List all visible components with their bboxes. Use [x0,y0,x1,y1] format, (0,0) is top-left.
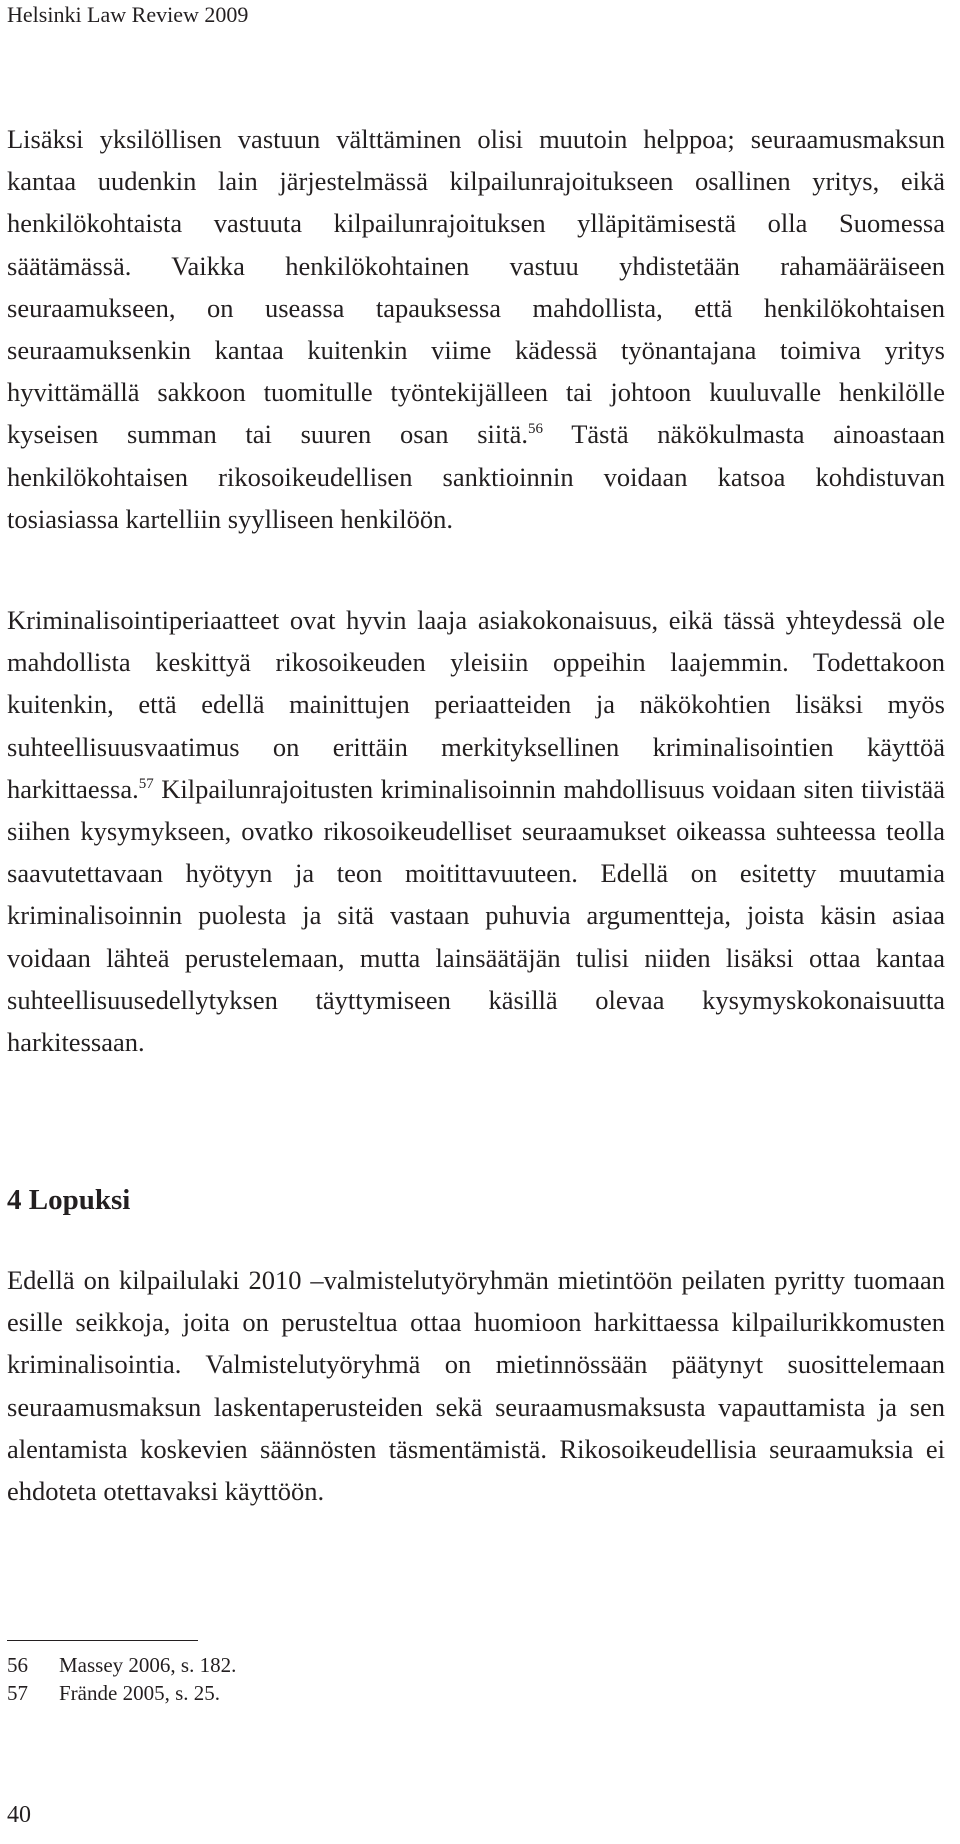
footnote-number: 56 [7,1653,28,1677]
footnote-reference: 57 [138,775,154,792]
footnote [7,1651,236,1679]
section-heading: 4 Lopuksi [7,1184,131,1216]
page-number: 40 [7,1802,31,1828]
running-header: Helsinki Law Review 2009 [7,2,249,27]
body-paragraph: Edellä on kilpailulaki 2010 –valmistelutyöryhmän mietintöön peilaten pyritty tuomaan esille seikkoja, joita on perusteltua ottaa huomioon harkittaessa kilpailurikkomusten kriminalisointia. Valmistelutyöryhmä on mietinnössään päätynyt suosittelemaan seuraamusmaksun laskentaperusteiden sekä seuraamusmaksusta vapauttamista ja sen alentamista koskevien säännösten täsmentämistä. Rikosoikeudellisia seuraamuksia ei ehdoteta otettavaksi käyttöön. [7,1265,945,1507]
footnote-number: 57 [7,1681,28,1705]
body-paragraph [7,599,945,1063]
body-paragraph [7,118,945,540]
footnote-reference: 56 [528,421,543,438]
paragraph-text: Tästä näkökulmasta ainoastaan henkilökohtaisen rikosoikeudellisen sanktioinnin voidaan katsoa kohdistuvan tosiasiassa kartelliin syylliseen henkilöön. [7,419,945,534]
paragraph-text: Lisäksi yksilöllisen vastuun välttäminen olisi muutoin helppoa; seuraamusmaksun kantaa uudenkin lain järjestelmässä kilpailunrajoitukseen osallinen yritys, eikä henkilökohtaista vastuuta kilpailunrajoituksen ylläpitämisestä olla Suomessa säätämässä. Vaikka henkilökohtainen vastuu yhdistetään rahamääräiseen seuraamukseen, on useassa tapauksessa mahdollista, että henkilökohtaisen seuraamuksenkin kantaa kuitenkin viime kädessä työnantajana toimiva yritys hyvittämällä sakkoon tuomitulle työntekijälleen tai johtoon kuuluvalle henkilölle kyseisen summan tai suuren osan siitä. [7,124,945,450]
paragraph-text: Kilpailunrajoitusten kriminalisoinnin mahdollisuus voidaan siten tiivistää siihen kysymykseen, ovatko rikosoikeudelliset seuraamukset oikeassa suhteessa teolla saavutettavaan hyötyyn ja teon moitittavuuteen. Edellä on esitetty muutamia kriminalisoinnin puolesta ja sitä vastaan puhuvia argumentteja, joista käsin asiaa voidaan lähteä perustelemaan, mutta lainsäätäjän tulisi niiden lisäksi ottaa kantaa suhteellisuusedellytyksen täyttymiseen käsillä olevaa kysymyskokonaisuutta harkitessaan. [7,773,945,1058]
footnotes [7,1651,236,1707]
footnote [7,1679,236,1707]
paragraph-text: Kriminalisointiperiaatteet ovat hyvin laaja asiakokonaisuus, eikä tässä yhteydessä ole mahdollista keskittyä rikosoikeuden yleisiin oppeihin laajemmin. Todettakoon kuitenkin, että edellä mainittujen periaatteiden ja näkökohtien lisäksi myös suhteellisuusvaatimus on erittäin merkityksellinen kriminalisointien käyttöä harkittaessa. [7,605,945,804]
footnote-text: Frände 2005, s. 25. [59,1681,220,1705]
footnote-text: Massey 2006, s. 182. [59,1653,237,1677]
footnote-divider [7,1640,198,1641]
